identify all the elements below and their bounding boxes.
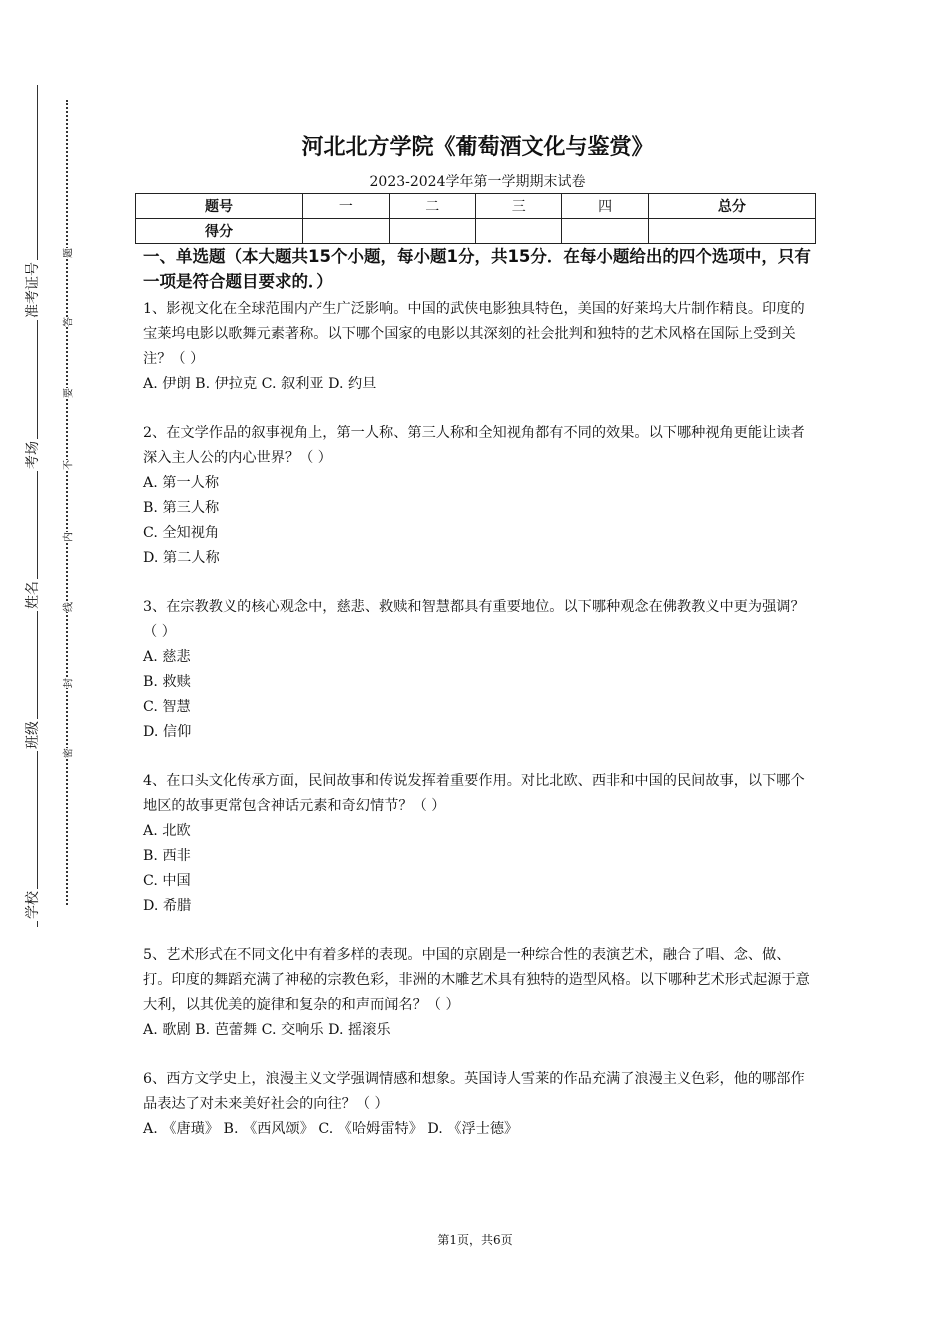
- seal-dotted-line: [66, 100, 68, 905]
- question-stem: 4、在口头文化传承方面，民间故事和传说发挥着重要作用。对比北欧、西非和中国的民间故事，以下哪个地区的故事更常包含神话元素和奇幻情节？（ ）: [143, 773, 805, 814]
- score-cell[interactable]: [648, 219, 815, 244]
- question-5: [143, 943, 813, 1043]
- exam-number-label: 准考证号: [22, 260, 42, 320]
- score-header-cell: 二: [389, 194, 475, 219]
- score-cell[interactable]: [562, 219, 648, 244]
- option-d: D. 信仰: [143, 724, 192, 740]
- score-cell[interactable]: [475, 219, 561, 244]
- section-heading: 一、单选题（本大题共15个小题，每小题1分，共15分．在每小题给出的四个选项中，只有一项是符合题目要求的．）: [143, 247, 811, 291]
- seal-char: 线: [59, 602, 76, 612]
- class-label: 班级: [22, 719, 42, 751]
- option-b: B. 第三人称: [143, 500, 220, 516]
- question-stem: 3、在宗教教义的核心观念中，慈悲、救赎和智慧都具有重要地位。以下哪种观念在佛教教义中更为强调？（ ）: [143, 599, 805, 640]
- score-header-cell: 题号: [136, 194, 303, 219]
- score-header-cell: 四: [562, 194, 648, 219]
- option-d: D. 第二人称: [143, 550, 220, 566]
- score-table-header-row: [136, 194, 816, 219]
- question-stem: 1、影视文化在全球范围内产生广泛影响。中国的武侠电影独具特色，美国的好莱坞大片制作精良。印度的宝莱坞电影以歌舞元素著称。以下哪个国家的电影以其深刻的社会批判和独特的艺术风格在国际上受到关注？（ ）: [143, 301, 805, 367]
- option-a: A. 慈悲: [143, 649, 191, 665]
- question-stem: 5、艺术形式在不同文化中有着多样的表现。中国的京剧是一种综合性的表演艺术，融合了唱、念、做、打。印度的舞蹈充满了神秘的宗教色彩，非洲的木雕艺术具有独特的造型风格。以下哪种艺术形式起源于意大利，以其优美的旋律和复杂的和声而闻名？（ ）: [143, 947, 810, 1013]
- question-options: A. 伊朗 B. 伊拉克 C. 叙利亚 D. 约旦: [143, 376, 377, 392]
- option-a: A. 第一人称: [143, 475, 220, 491]
- question-stem: 6、西方文学史上，浪漫主义文学强调情感和想象。英国诗人雪莱的作品充满了浪漫主义色彩，他的哪部作品表达了对未来美好社会的向往？（ ）: [143, 1071, 805, 1112]
- option-b: B. 西非: [143, 848, 191, 864]
- exam-content: [143, 244, 813, 1166]
- question-2: [143, 421, 813, 571]
- question-options: A. 歌剧 B. 芭蕾舞 C. 交响乐 D. 摇滚乐: [143, 1022, 391, 1038]
- score-row-label: 得分: [136, 219, 303, 244]
- page-footer: 第1页，共6页: [437, 1233, 513, 1247]
- option-c: C. 全知视角: [143, 525, 220, 541]
- exam-subtitle: 2023-2024学年第一学期期末试卷: [369, 174, 586, 190]
- question-6: [143, 1067, 813, 1142]
- exam-room-label: 考场: [22, 439, 42, 471]
- question-3: [143, 595, 813, 745]
- score-header-cell: 总分: [648, 194, 815, 219]
- option-a: A. 北欧: [143, 823, 191, 839]
- school-label: 学校: [22, 889, 42, 921]
- binding-margin: [0, 0, 110, 1344]
- question-1: [143, 297, 813, 397]
- exam-title: 河北北方学院《葡萄酒文化与鉴赏》: [301, 135, 654, 160]
- score-header-cell: 一: [303, 194, 389, 219]
- score-cell[interactable]: [389, 219, 475, 244]
- seal-char: 答: [59, 317, 76, 327]
- seal-char: 题: [59, 248, 76, 258]
- seal-char: 封: [59, 678, 76, 688]
- seal-char: 要: [59, 388, 76, 398]
- option-b: B. 救赎: [143, 674, 191, 690]
- score-header-cell: 三: [475, 194, 561, 219]
- name-label: 姓名: [22, 579, 42, 611]
- question-stem: 2、在文学作品的叙事视角上，第一人称、第三人称和全知视角都有不同的效果。以下哪种视角更能让读者深入主人公的内心世界？（ ）: [143, 425, 805, 466]
- option-c: C. 中国: [143, 873, 191, 889]
- option-c: C. 智慧: [143, 699, 191, 715]
- score-table: [135, 193, 816, 244]
- seal-char: 内: [59, 532, 76, 542]
- seal-char: 密: [59, 748, 76, 758]
- score-table-score-row: [136, 219, 816, 244]
- question-4: [143, 769, 813, 919]
- option-d: D. 希腊: [143, 898, 192, 914]
- seal-char: 不: [59, 460, 76, 470]
- binding-solid-line: [37, 85, 38, 927]
- score-cell[interactable]: [303, 219, 389, 244]
- question-options: A. 《唐璜》 B. 《西风颂》 C. 《哈姆雷特》 D. 《浮士德》: [143, 1121, 519, 1137]
